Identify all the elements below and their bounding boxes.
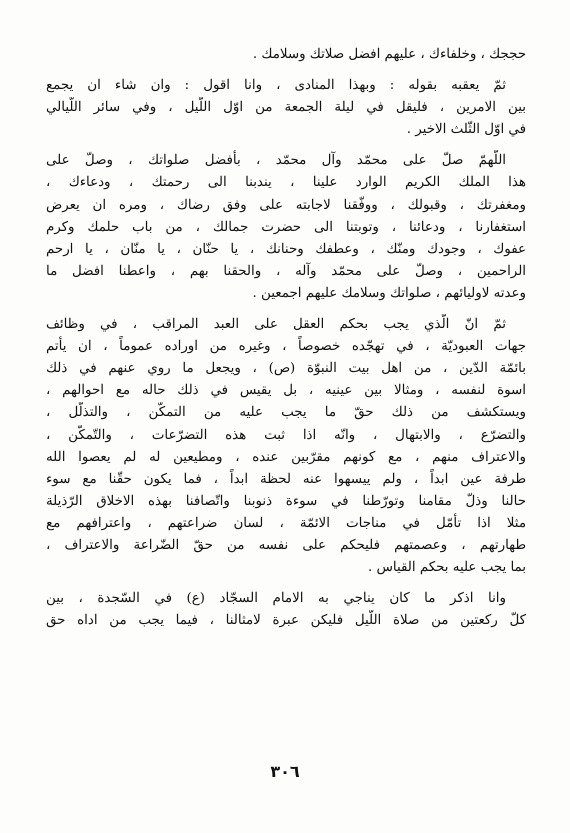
text-line: بما يجب عليه بحكم القياس . xyxy=(368,560,526,576)
page-body xyxy=(46,44,526,641)
text-line: ثمّ انّ الّذي يجب بحكم العقل على العبد المراقب ، في وظائف xyxy=(46,317,506,333)
text-line: بين الامرين ، فليقل في ليلة الجمعة من اوّل اللّيل ، وفي سائر اللّيالي xyxy=(46,100,526,116)
text-line: جهات العبوديّة ، في تهجّده خصوصاً ، وغيره من اوراده عموماً ، ان يأتم xyxy=(46,339,526,355)
text-line: طهارتهم ، وعصمتهم فليحكم على نفسه من حقّ الضّراعة والاعتراف ، xyxy=(46,537,526,553)
paragraph xyxy=(46,314,526,579)
text-line: ومغفرتك ، وقبولك ، ووفّقنا لاجابته على وفق رضاك ، ومره ان يعرض xyxy=(46,197,526,213)
text-line: حججك ، وخلفاءك ، عليهم افضل صلاتك وسلامك . xyxy=(252,47,526,62)
text-line: اسوة لنفسه ، ومثالا بين عينيه ، بل يقيس في ذلك حاله مع احوالهم ، xyxy=(46,383,526,399)
text-line: طرفة عين ابداً ، ولم ييسهوا عنه لحظة ابداً ، فما يكون حقّنا مع سوء xyxy=(46,471,526,487)
text-line: استغفارنا ، ودعائنا ، وتوبتنا الى حضرت جمالك ، من باب حلمك وكرم xyxy=(46,219,526,235)
text-line: والاعتراف منهم ، مع كونهم مقرّبين عنده ، ومطيعين له لم يعصوا الله xyxy=(46,449,526,465)
paragraph xyxy=(46,44,526,66)
text-line: كلّ ركعتين من صلاة اللّيل فليكن عبرة لامثالنا ، فيما يجب من اداه حق xyxy=(46,613,526,629)
text-line: ويستكشف من ذلك حقّ ما يجب عليه من التمكّن ، والتذلّل ، xyxy=(46,405,526,421)
paragraph xyxy=(46,150,526,305)
paragraph xyxy=(46,588,526,632)
text-line: مثلا اذا تأمّل في مناجات الائمّة ، لسان ضراعتهم ، واعترافهم مع xyxy=(46,515,526,531)
text-line: اللّهمّ صلّ على محمّد وآل محمّد ، بأفضل صلواتك ، وصلّ على xyxy=(46,153,506,169)
text-line: حالنا وذلّ مقامنا وتورّطنا في سوءة ذنوبنا واتّصافنا بهذه الاخلاق الرّذيلة xyxy=(46,493,526,509)
text-line: في اوّل الثّلث الاخير . xyxy=(406,122,526,138)
text-line: وانا اذكر ما كان يناجي به الامام السجّاد (ع) في السّجدة ، بين xyxy=(46,591,506,607)
text-line: هذا الملك الكريم الوارد علينا ، يندبنا الى رحمتك ، ودعاءك ، xyxy=(46,175,526,191)
paragraph xyxy=(46,75,526,141)
page-number: ٣٠٦ xyxy=(270,762,300,781)
text-line: الراحمين ، وصلّ على محمّد وآله ، والحقنا بهم ، واعطنا افضل ما xyxy=(46,263,526,279)
text-line: عفوك ، وجودك ومنّك ، وعطفك وحنانك ، يا حنّان ، يا منّان ، يا ارحم xyxy=(46,241,526,257)
text-line: بائمّة الدّين ، من اهل بيت النبوّة (ص) ، ويجعل ما روي عنهم في ذلك xyxy=(46,361,526,377)
text-line: ثمّ يعقبه بقوله : وبهذا المنادى ، وانا اقول : وان شاء ان يجمع xyxy=(46,78,506,94)
text-line: وعدته لاوليائهم ، صلواتك وسلامك عليهم اجمعين . xyxy=(252,285,526,301)
text-line: والتضرّع ، والابتهال ، وانّه اذا ثبت هذه التضرّعات ، والتّمكّن ، xyxy=(46,427,526,443)
